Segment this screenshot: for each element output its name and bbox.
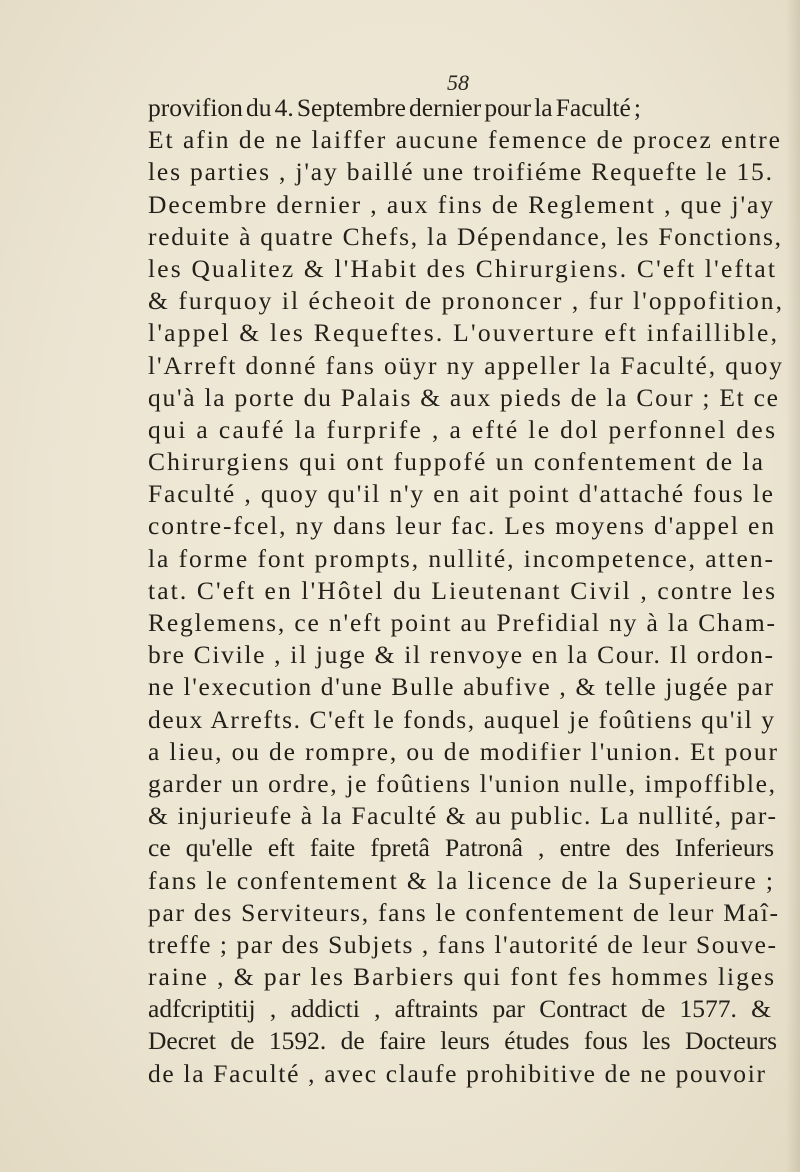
- text-line: Chirurgiens qui ont fuppofé un confentement de la: [148, 447, 766, 477]
- text-line: les parties , j'ay baillé une troifiéme Requefte le 15.: [148, 157, 774, 187]
- page-edge-shadow: [786, 0, 800, 1172]
- text-line: la forme font prompts, nullité, incompetence, atten-: [148, 543, 775, 573]
- text-line: & injurieufe à la Faculté & au public. La nullité, par-: [148, 801, 778, 831]
- text-line: Decret de 1592. de faire leurs études fous les Docteurs: [148, 1026, 777, 1056]
- text-line: fans le confentement & la licence de la Superieure ;: [148, 865, 775, 895]
- text-line: qui a caufé la furprife , a efté le dol perfonnel des: [148, 414, 778, 444]
- text-line: par des Serviteurs, fans le confentement de leur Maî-: [148, 897, 780, 927]
- body-text: [148, 92, 788, 1090]
- text-line: les Qualitez & l'Habit des Chirurgiens. C'eft l'eftat: [148, 253, 778, 283]
- text-line: Et afin de ne laiffer aucune femence de procez entre: [148, 125, 782, 155]
- text-line: provifion du 4. Septembre dernier pour la Faculté ;: [148, 93, 641, 122]
- text-line: ne l'execution d'une Bulle abufive , & telle jugée par: [148, 672, 775, 702]
- text-line: a lieu, ou de rompre, ou de modifier l'union. Et pour: [148, 736, 779, 766]
- text-line: de la Faculté , avec claufe prohibitive de ne pouvoir: [148, 1058, 767, 1088]
- text-line: l'appel & les Requeftes. L'ouverture eft infaillible,: [148, 318, 780, 348]
- page-number: 58: [447, 70, 469, 95]
- text-line: deux Arrefts. C'eft le fonds, auquel je foûtiens qu'il y: [148, 704, 776, 734]
- text-line: raine , & par les Barbiers qui font fes hommes liges: [148, 962, 776, 992]
- text-line: garder un ordre, je foûtiens l'union nulle, impoffible,: [148, 768, 777, 798]
- text-line: adfcriptitij , addicti , aftraints par Contract de 1577. &: [148, 994, 771, 1024]
- text-line: contre-fcel, ny dans leur fac. Les moyens d'appel en: [148, 511, 776, 541]
- text-line: Reglemens, ce n'eft point au Prefidial ny à la Cham-: [148, 608, 777, 637]
- text-line: tat. C'eft en l'Hôtel du Lieutenant Civil , contre les: [148, 575, 778, 605]
- text-line: reduite à quatre Chefs, la Dépendance, les Fonctions,: [148, 221, 783, 251]
- text-line: ce qu'elle eft faite fpretâ Patronâ , entre des Inferieurs: [148, 833, 774, 863]
- text-line: Faculté , quoy qu'il n'y en ait point d'attaché fous le: [148, 479, 775, 509]
- text-line: bre Civile , il juge & il renvoye en la Cour. Il ordon-: [148, 640, 775, 670]
- text-line: treffe ; par des Subjets , fans l'autorité de leur Souve-: [148, 929, 778, 959]
- text-line: l'Arreft donné fans oüyr ny appeller la Faculté, quoy: [148, 350, 784, 380]
- text-line: & furquoy il écheoit de prononcer , fur l'oppofition,: [148, 286, 785, 316]
- text-line: qu'à la porte du Palais & aux pieds de la Cour ; Et ce: [148, 382, 780, 412]
- text-line: Decembre dernier , aux fins de Reglement , que j'ay: [148, 189, 775, 219]
